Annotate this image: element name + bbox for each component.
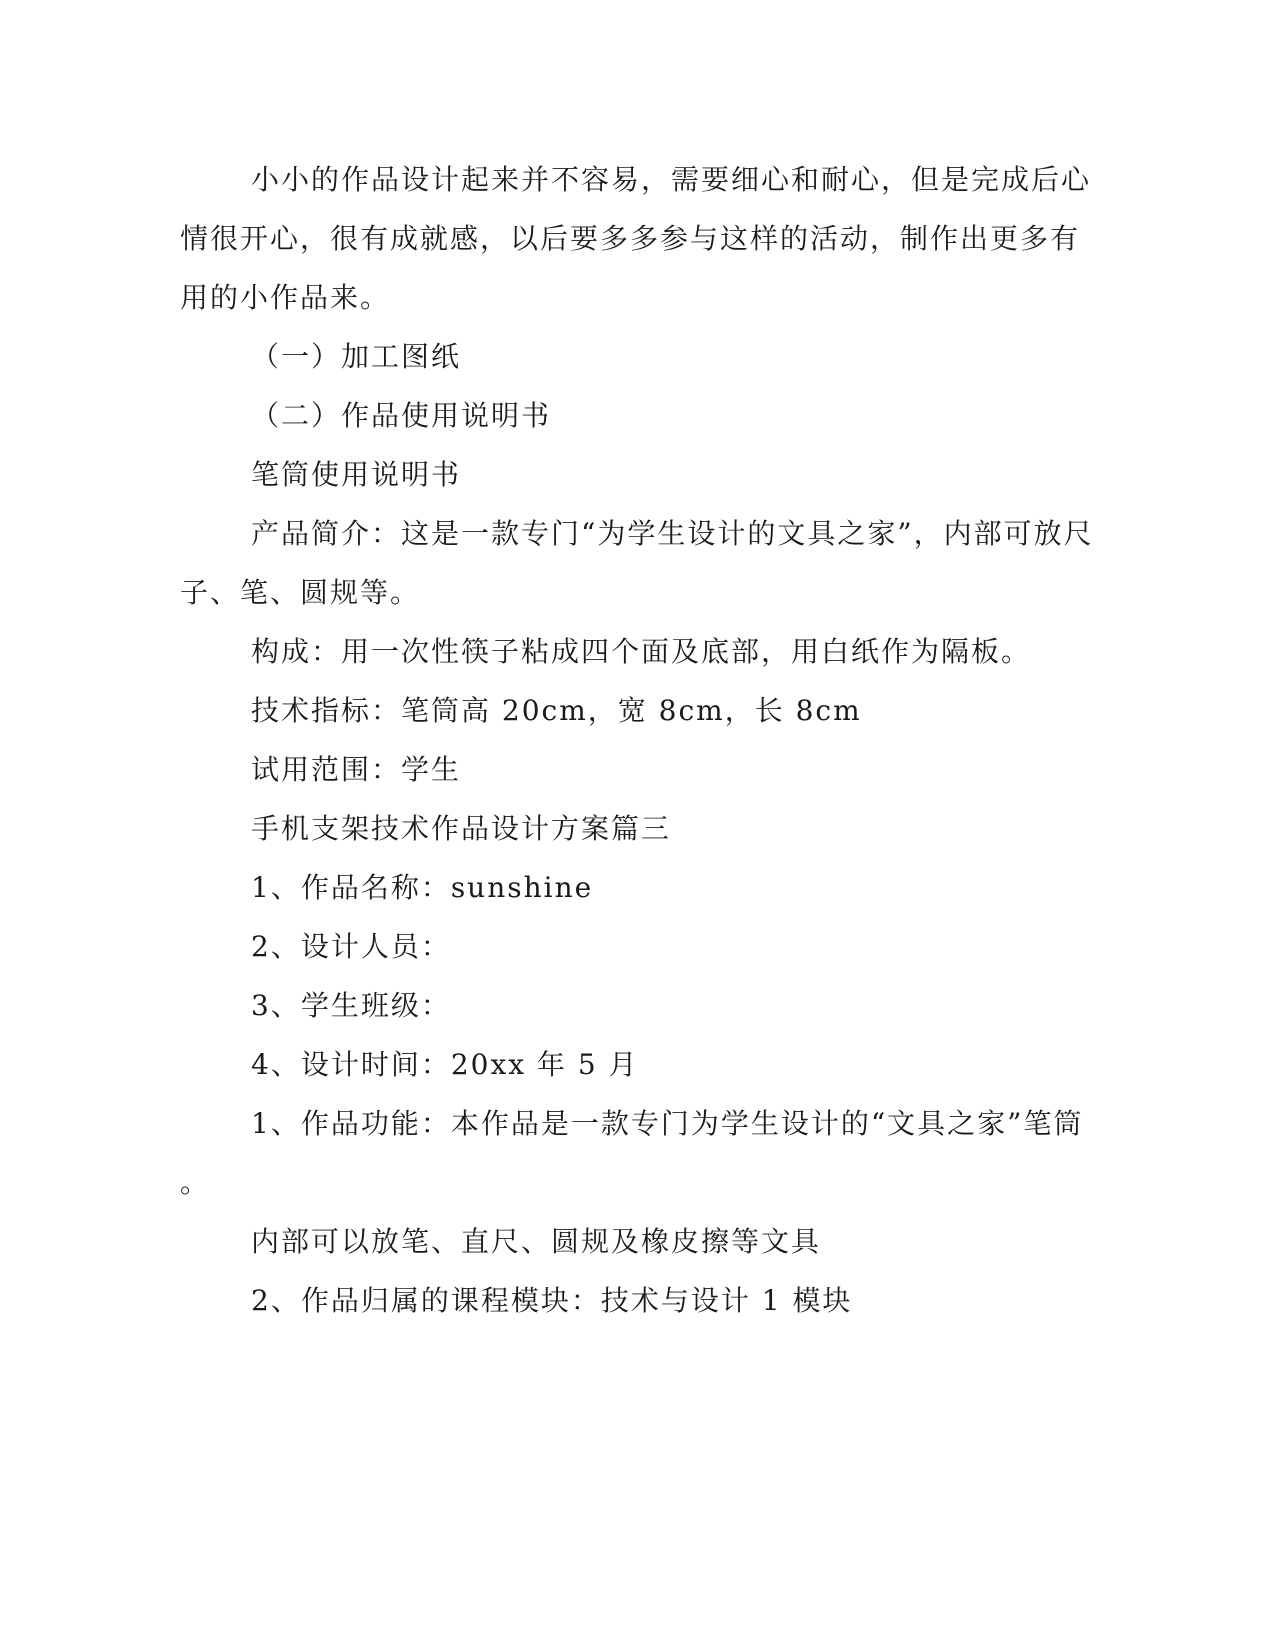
heading-user-manual: （二）作品使用说明书 xyxy=(251,399,552,432)
paragraph-reflection-line-2: 情很开心，很有成就感，以后要多多参与这样的活动，制作出更多有 xyxy=(180,222,1081,255)
paragraph-usage-scope: 试用范围：学生 xyxy=(251,753,462,786)
section-title-part-three: 手机支架技术作品设计方案篇三 xyxy=(251,812,672,845)
item-designers: 2、设计人员： xyxy=(251,930,451,963)
item-work-function-line-2: 。 xyxy=(180,1166,211,1199)
paragraph-specifications: 技术指标：笔筒高 20cm，宽 8cm，长 8cm xyxy=(251,694,862,727)
item-student-class: 3、学生班级： xyxy=(251,989,451,1022)
paragraph-composition: 构成：用一次性筷子粘成四个面及底部，用白纸作为隔板。 xyxy=(251,635,1032,668)
heading-processing-drawings: （一）加工图纸 xyxy=(251,340,462,373)
paragraph-reflection-line-3: 用的小作品来。 xyxy=(180,281,391,314)
paragraph-product-intro-line-1: 产品简介：这是一款专门“为学生设计的文具之家”，内部可放尺 xyxy=(251,517,1094,550)
paragraph-product-intro-line-2: 子、笔、圆规等。 xyxy=(180,576,421,609)
paragraph-reflection-line-1: 小小的作品设计起来并不容易，需要细心和耐心，但是完成后心 xyxy=(251,163,1092,196)
item-work-name: 1、作品名称：sunshine xyxy=(251,871,594,904)
item-design-time: 4、设计时间：20xx 年 5 月 xyxy=(251,1048,639,1081)
item-course-module: 2、作品归属的课程模块：技术与设计 1 模块 xyxy=(251,1284,853,1317)
item-work-function-line-1: 1、作品功能：本作品是一款专门为学生设计的“文具之家”笔筒 xyxy=(251,1107,1084,1140)
heading-pen-holder-manual: 笔筒使用说明书 xyxy=(251,458,462,491)
paragraph-contents: 内部可以放笔、直尺、圆规及橡皮擦等文具 xyxy=(251,1225,822,1258)
